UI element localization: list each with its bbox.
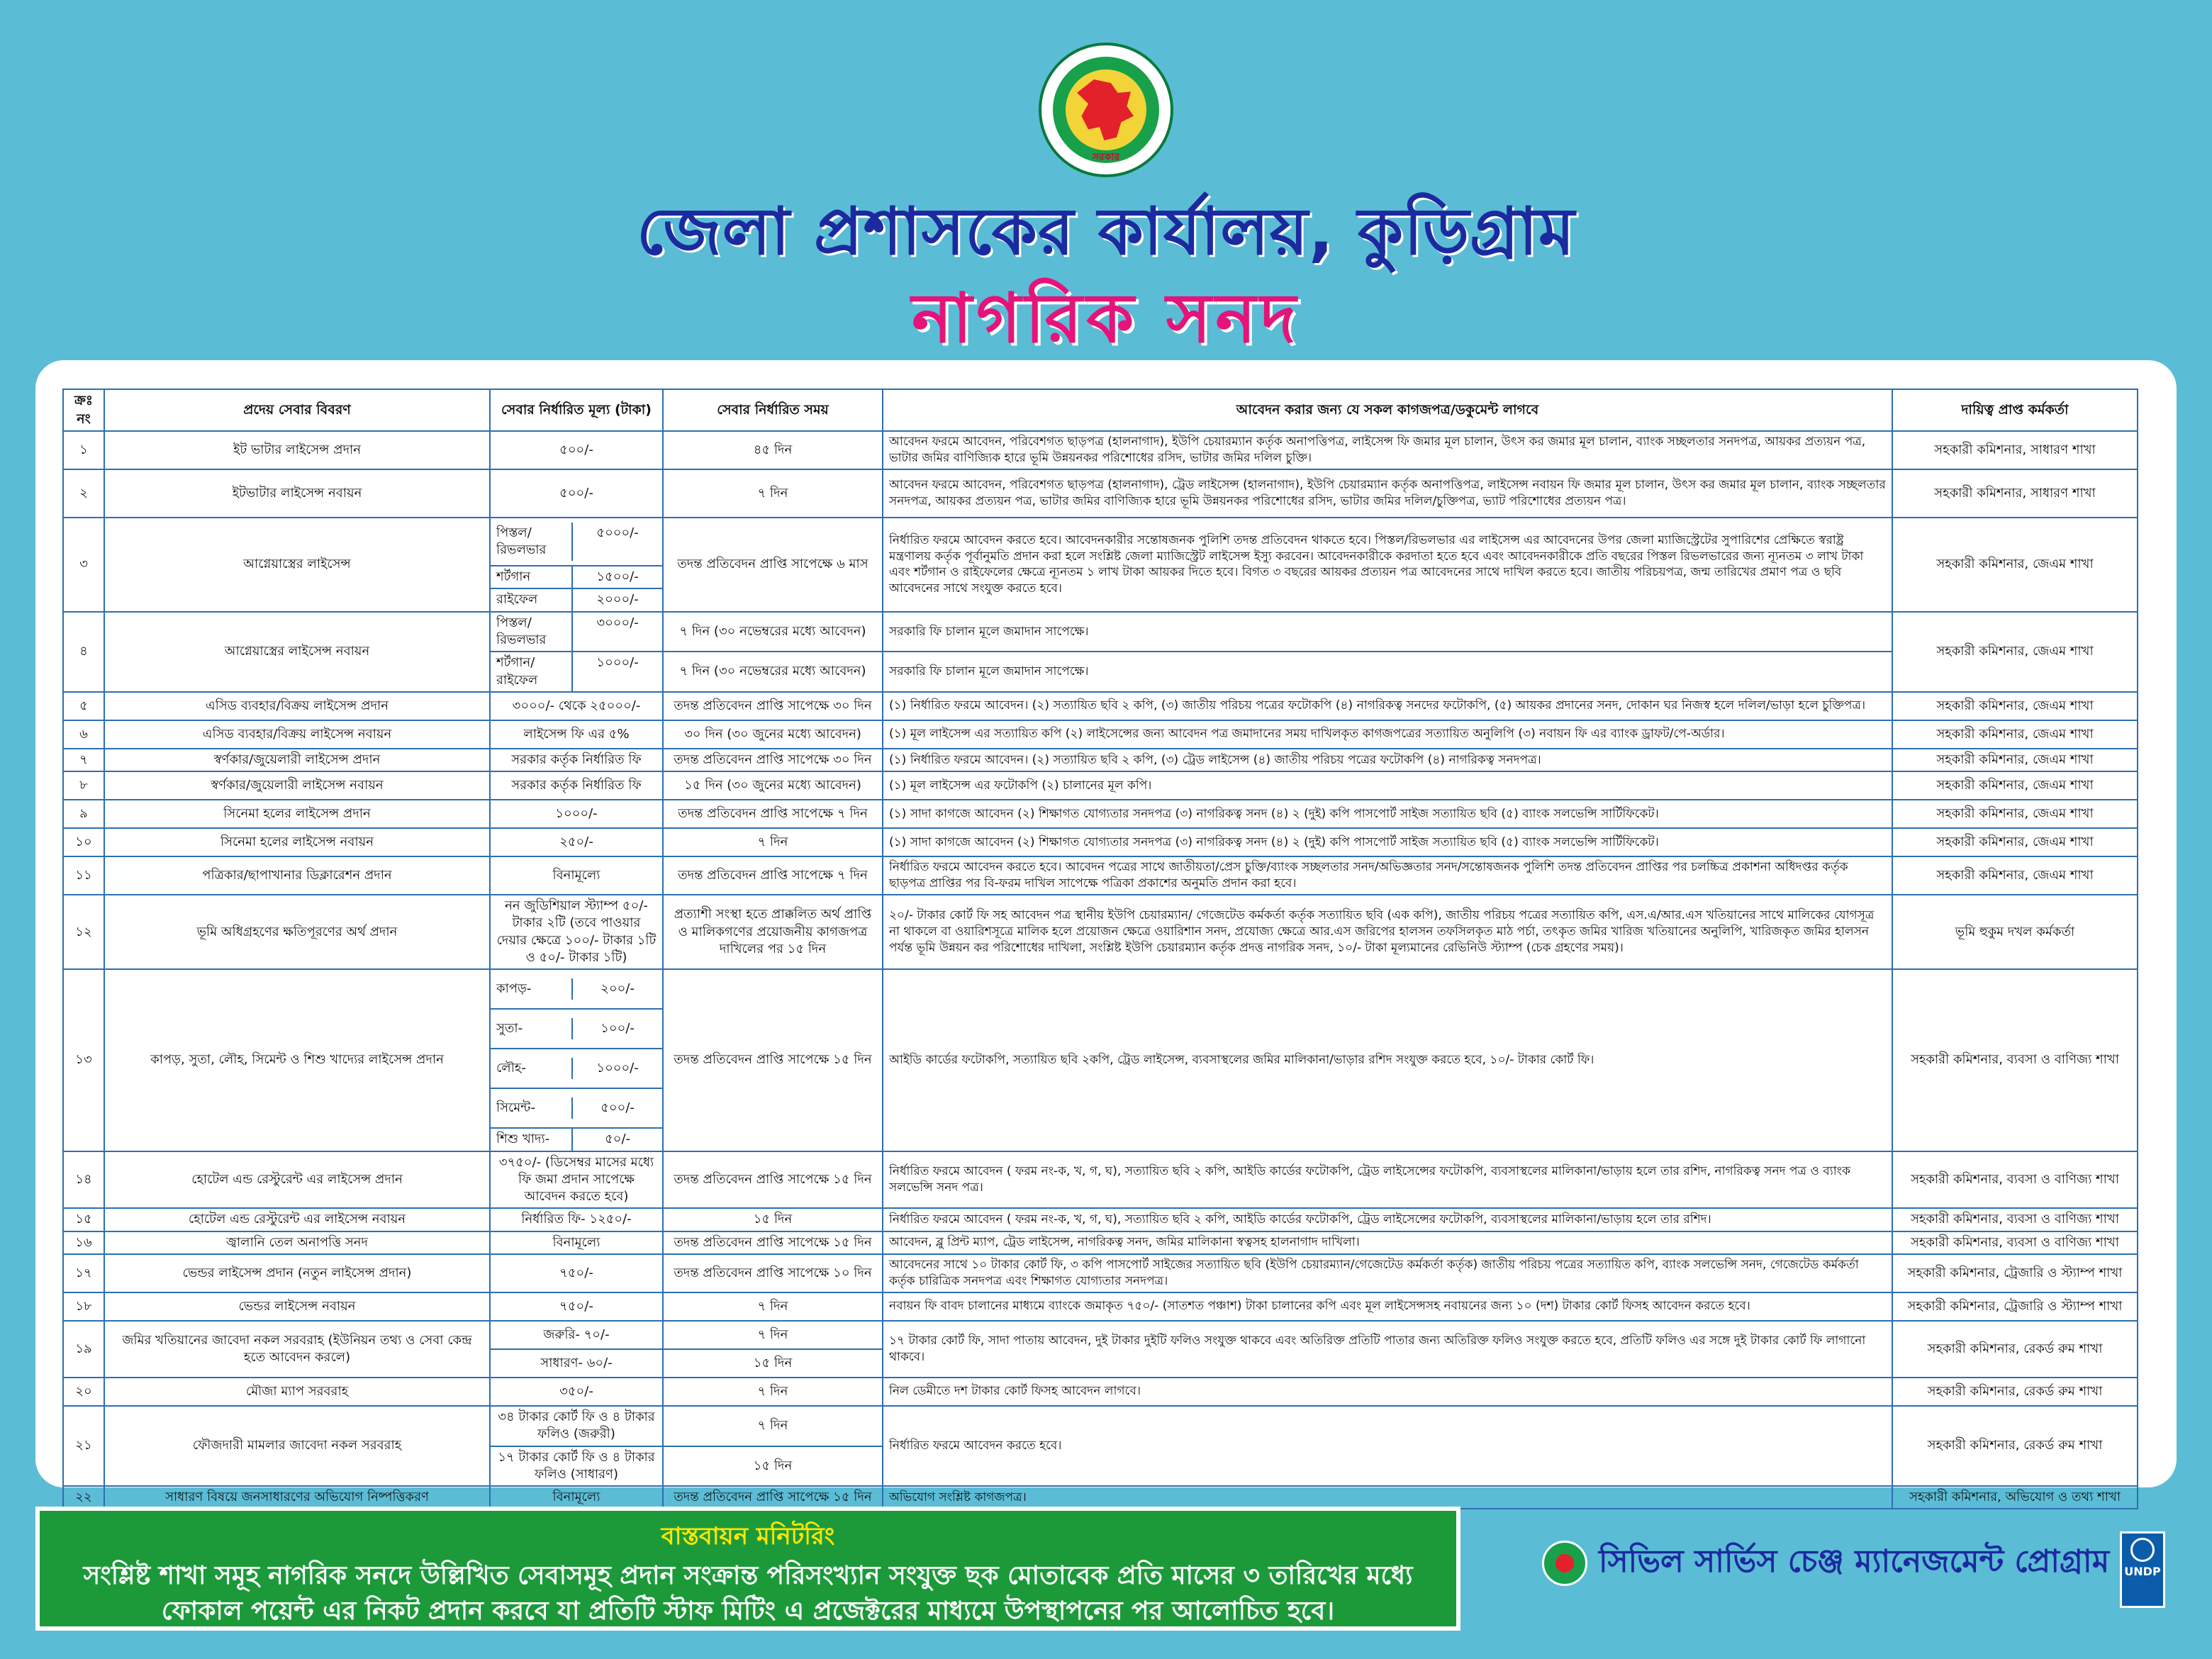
fee-cell: সরকার কর্তৃক নির্ধারিত ফি <box>490 749 663 771</box>
time-cell: ১৫ দিন <box>663 1208 883 1231</box>
service-cell: ফৌজদারী মামলার জাবেদা নকল সরবরাহ <box>104 1406 490 1486</box>
fee-value: ২০০০/- <box>596 592 639 608</box>
time-cell: তদন্ত প্রতিবেদন প্রাপ্তি সাপেক্ষে ৩০ দিন <box>663 749 883 771</box>
documents-cell: আবেদন ফরমে আবেদন, পরিবেশগত ছাড়পত্র (হালনাগাদ), ট্রেড লাইসেন্স (হালনাগাদ), ইউপি চেয়ারম্যান কর্তৃক অনাপত্তিপত্র, লাইসেন্স নবায়ন ফি জমার মূল চালান, উৎস কর জমার মূল চালান, ব্যাংক সচ্ছলতার সনদপত্র, আয়কর প্রত্যয়ন পত্র, ভাটার জমির বাণিজ্যিক হারে ভূমি উন্নয়নকর পরিশোধের রসিদ, ভাটার জমির দলিল/চুক্তিপত্র, ভ্যাট পরিশোধের প্রত্যয়ন পত্র। <box>883 469 1892 518</box>
item-label: সিমেন্ট- <box>491 1097 573 1119</box>
undp-logo <box>2120 1531 2165 1608</box>
service-cell: ইটভাটার লাইসেন্স নবায়ন <box>104 469 490 518</box>
fee-cell: ১০০০/- <box>490 800 663 828</box>
fee-cell: ৩৫০/- <box>490 1378 663 1406</box>
item-label: রাইফেল <box>491 589 573 610</box>
col-serial: ক্রঃ নং <box>63 389 104 431</box>
item-label: লৌহ- <box>491 1058 573 1079</box>
service-cell: এসিড ব্যবহার/বিক্রয় লাইসেন্স প্রদান <box>104 692 490 720</box>
time-cell: তদন্ত প্রতিবেদন প্রাপ্তি সাপেক্ষে ১৫ দিন <box>663 1486 883 1509</box>
documents-cell: সরকারি ফি চালান মূলে জমাদান সাপেক্ষে। <box>883 612 1892 652</box>
table-row <box>63 720 2138 749</box>
time-cell: ৭ দিন <box>663 1378 883 1406</box>
service-cell: ইট ভাটার লাইসেন্স প্রদান <box>104 431 490 469</box>
undp-label: UNDP <box>2124 1565 2161 1578</box>
serial-cell: ৯ <box>63 800 104 828</box>
service-cell: হোটেল এন্ড রেস্টুরেন্ট এর লাইসেন্স প্রদান <box>104 1151 490 1209</box>
documents-cell: (১) সাদা কাগজে আবেদন (২) শিক্ষাগত যোগ্যতার সনদপত্র (৩) নাগরিকত্ব সনদ (৪) ২ (দুই) কপি পাসপোর্ট সাইজ সত্যায়িত ছবি (৫) ব্যাংক সলভেন্সি সার্টিফিকেট। <box>883 828 1892 856</box>
documents-cell: আবেদনের সাথে ১০ টাকার কোর্ট ফি, ৩ কপি পাসপোর্ট সাইজের সত্যায়িত ছবি (ইউপি চেয়ারম্যান/গেজেটেড কর্মকর্তা কর্তৃক) জাতীয় পরিচয় পত্রের সত্যায়িত কপি, ব্যাংক সলভেন্সি সনদ, গেজেটেড কর্মকর্তা কর্তৃক চারিত্রিক সনদপত্র এবং শিক্ষাগত যোগ্যতার সনদপত্র। <box>883 1254 1892 1292</box>
time-cell: ১৫ দিন <box>663 1446 883 1487</box>
serial-cell: ৮ <box>63 771 104 800</box>
time-cell: তদন্ত প্রতিবেদন প্রাপ্তি সাপেক্ষে ১৫ দিন <box>663 1151 883 1209</box>
documents-cell: সরকারি ফি চালান মূলে জমাদান সাপেক্ষে। <box>883 652 1892 692</box>
fee-cell: ৭৫০/- <box>490 1292 663 1321</box>
table-row <box>63 749 2138 771</box>
col-service: প্রদেয় সেবার বিবরণ <box>104 389 490 431</box>
fee-cell <box>490 1009 663 1049</box>
fee-cell: ১৭ টাকার কোর্ট ফি ও ৪ টাকার ফলিও (সাধারণ) <box>490 1446 663 1487</box>
item-label: পিস্তল/রিভলভার <box>491 523 573 562</box>
officer-cell: সহকারী কমিশনার, জেএম শাখা <box>1892 720 2138 749</box>
table-row <box>63 856 2138 895</box>
officer-cell: সহকারী কমিশনার, ট্রেজারি ও স্ট্যাম্প শাখা <box>1892 1292 2138 1321</box>
fee-cell: বিনামূল্যে <box>490 1486 663 1509</box>
time-cell: ৭ দিন <box>663 1292 883 1321</box>
monitoring-heading: বাস্তবায়ন মনিটরিং <box>661 1522 835 1551</box>
service-cell: মৌজা ম্যাপ সরবরাহ <box>104 1378 490 1406</box>
officer-cell: সহকারী কমিশনার, জেএম শাখা <box>1892 771 2138 800</box>
officer-cell: সহকারী কমিশনার, ব্যবসা ও বাণিজ্য শাখা <box>1892 1208 2138 1231</box>
fee-value: ৫০/- <box>605 1132 631 1147</box>
fee-cell <box>490 969 663 1009</box>
serial-cell: ১৬ <box>63 1231 104 1254</box>
documents-cell: (১) মূল লাইসেন্স এর ফটোকপি (২) চালানের মূল কপি। <box>883 771 1892 800</box>
service-cell: আগ্নেয়াস্ত্রের লাইসেন্স <box>104 518 490 612</box>
serial-cell: ১০ <box>63 828 104 856</box>
service-cell: পত্রিকার/ছাপাখানার ডিক্লারেশন প্রদান <box>104 856 490 895</box>
fee-value: ৩০০০/- <box>596 615 639 630</box>
time-cell: ৭ দিন (৩০ নভেম্বরের মধ্যে আবেদন) <box>663 612 883 652</box>
table-row <box>63 431 2138 469</box>
citizen-charter-table <box>62 389 2138 1509</box>
service-cell: সিনেমা হলের লাইসেন্স প্রদান <box>104 800 490 828</box>
serial-cell: ১৮ <box>63 1292 104 1321</box>
fee-cell: লাইসেন্স ফি এর ৫% <box>490 720 663 749</box>
officer-cell: সহকারী কমিশনার, জেএম শাখা <box>1892 800 2138 828</box>
monitoring-box <box>35 1507 1460 1631</box>
fee-cell: ৫০০/- <box>490 431 663 469</box>
officer-cell: সহকারী কমিশনার, ব্যবসা ও বাণিজ্য শাখা <box>1892 1151 2138 1209</box>
fee-cell: ২৫০/- <box>490 828 663 856</box>
serial-cell: ৬ <box>63 720 104 749</box>
time-cell: তদন্ত প্রতিবেদন প্রাপ্তি সাপেক্ষে ৬ মাস <box>663 518 883 612</box>
office-title: জেলা প্রশাসকের কার্যালয়, কুড়িগ্রাম <box>637 194 1575 269</box>
documents-cell: নির্ধারিত ফরমে আবেদন করতে হবে। <box>883 1406 1892 1486</box>
fee-cell <box>490 1049 663 1088</box>
time-cell: ৭ দিন <box>663 828 883 856</box>
serial-cell: ২ <box>63 469 104 518</box>
officer-cell: সহকারী কমিশনার, জেএম শাখা <box>1892 612 2138 692</box>
fee-value: ৫০০/- <box>601 1100 635 1116</box>
service-cell: ভেন্ডর লাইসেন্স নবায়ন <box>104 1292 490 1321</box>
officer-cell: সহকারী কমিশনার, সাধারণ শাখা <box>1892 469 2138 518</box>
col-fee: সেবার নির্ধারিত মূল্য (টাকা) <box>490 389 663 431</box>
table-row <box>63 800 2138 828</box>
service-cell: আগ্নেয়াস্ত্রের লাইসেন্স নবায়ন <box>104 612 490 692</box>
service-cell: ভেন্ডর লাইসেন্স প্রদান (নতুন লাইসেন্স প্রদান) <box>104 1254 490 1292</box>
serial-cell: ১৯ <box>63 1321 104 1378</box>
item-label: পিস্তল/রিভলভার <box>491 613 573 652</box>
table-row <box>63 469 2138 518</box>
time-cell: ৪৫ দিন <box>663 431 883 469</box>
time-cell: তদন্ত প্রতিবেদন প্রাপ্তি সাপেক্ষে ১০ দিন <box>663 1254 883 1292</box>
government-logo-icon <box>1542 1541 1587 1586</box>
fee-cell: ৩৭৫০/- (ডিসেম্বর মাসের মধ্যে ফি জমা প্রদান সাপেক্ষে আবেদন করতে হবে) <box>490 1151 663 1209</box>
table-row <box>63 1378 2138 1406</box>
table-row <box>63 518 2138 566</box>
officer-cell: সহকারী কমিশনার, জেএম শাখা <box>1892 828 2138 856</box>
officer-cell: সহকারী কমিশনার, রেকর্ড রুম শাখা <box>1892 1378 2138 1406</box>
fee-cell: ৭৫০/- <box>490 1254 663 1292</box>
fee-cell: সরকার কর্তৃক নির্ধারিত ফি <box>490 771 663 800</box>
documents-cell: আবেদন ফরমে আবেদন, পরিবেশগত ছাড়পত্র (হালনাগাদ), ইউপি চেয়ারম্যান কর্তৃক অনাপত্তিপত্র, লাইসেন্স ফি জমার মূল চালান, উৎস কর জমার মূল চালান, ব্যাংক সচ্ছলতার সনদপত্র, আয়কর প্রত্যয়ন পত্র, ভাটার জমির বাণিজ্যিক হারে ভূমি উন্নয়নকর পরিশোধের রসিদ, ভাটার জমির দলিল চুক্তি। <box>883 431 1892 469</box>
serial-cell: ২১ <box>63 1406 104 1486</box>
serial-cell: ৫ <box>63 692 104 720</box>
serial-cell: ১২ <box>63 895 104 969</box>
service-cell: হোটেল এন্ড রেস্টুরেন্ট এর লাইসেন্স নবায়ন <box>104 1208 490 1231</box>
fee-cell <box>490 518 663 566</box>
serial-cell: ১ <box>63 431 104 469</box>
fee-cell <box>490 652 663 692</box>
fee-cell <box>490 1088 663 1128</box>
time-cell: প্রত্যাশী সংস্থা হতে প্রাক্কলিত অর্থ প্রাপ্তি ও মালিকগণের প্রয়োজনীয় কাগজপত্র দাখিলের পর ১৫ দিন <box>663 895 883 969</box>
time-cell: তদন্ত প্রতিবেদন প্রাপ্তি সাপেক্ষে ৩০ দিন <box>663 692 883 720</box>
time-cell: ৭ দিন (৩০ নভেম্বরের মধ্যে আবেদন) <box>663 652 883 692</box>
time-cell: ৩০ দিন (৩০ জুনের মধ্যে আবেদন) <box>663 720 883 749</box>
documents-cell: নির্ধারিত ফরমে আবেদন ( ফরম নং-ক, খ, গ, ঘ), সত্যায়িত ছবি ২ কপি, আইডি কার্ডের ফটোকপি, ট্রেড লাইসেন্সের ফটোকপি, ব্যবসাস্থলের মালিকানা/ভাড়ায় হলে তার রশিদ, নাগরিকত্ব সনদ পত্র ও ব্যাংক সলভেন্সি সনদ পত্র। <box>883 1151 1892 1209</box>
table-row <box>63 828 2138 856</box>
table-row <box>63 1486 2138 1509</box>
time-cell: তদন্ত প্রতিবেদন প্রাপ্তি সাপেক্ষে ৭ দিন <box>663 800 883 828</box>
government-seal <box>1039 43 1173 177</box>
fee-value: ১০০০/- <box>596 1061 639 1076</box>
service-cell: সাধারণ বিষয়ে জনসাধারণের অভিযোগ নিষ্পত্তিকরণ <box>104 1486 490 1509</box>
col-officer: দায়িত্ব প্রাপ্ত কর্মকর্তা <box>1892 389 2138 431</box>
item-label: সুতা- <box>491 1018 573 1039</box>
item-label: শিশু খাদ্য- <box>491 1129 573 1150</box>
fee-cell: জরুরি- ৭০/- <box>490 1321 663 1349</box>
documents-cell: ২০/- টাকার কোর্ট ফি সহ আবেদন পত্র স্থানীয় ইউপি চেয়ারম্যান/ গেজেটেড কর্মকর্তা কর্তৃক সত্যায়িত ছবি (এক কপি), জাতীয় পরিচয় পত্রের সত্যায়িত কপি, এস.এ/আর.এস খতিয়ানের সাথে মালিকের যোগসূত্র না থাকলে বা ওয়ারিশসূত্রে মালিক হলে প্রয়োজন ক্ষেত্রে ওয়ারিশান সনদ, প্রযোজ্য ক্ষেত্রে আর.এস জরিপের হালসন তফসিলকৃত মাঠ পর্চা, তৎকৃত জমির খারিজ খতিয়ানের অনুলিপি, খারিজকৃত জমির হালসন পর্যন্ত ভূমি উন্নয়ন কর পরিশোধের দাখিলা, সংশ্লিষ্ট ইউপি চেয়ারম্যান কর্তৃক প্রদত্ত নাগরিক সনদ, ১০/- টাকা মূল্যমানের রেভিনিউ স্ট্যাম্প (চেক গ্রহণের সময়)। <box>883 895 1892 969</box>
table-row <box>63 1406 2138 1446</box>
time-cell: তদন্ত প্রতিবেদন প্রাপ্তি সাপেক্ষে ৭ দিন <box>663 856 883 895</box>
officer-cell: সহকারী কমিশনার, জেএম শাখা <box>1892 856 2138 895</box>
fee-value: ১৫০০/- <box>596 569 639 585</box>
fee-cell: নন জুডিশিয়াল স্ট্যাম্প ৫০/- টাকার ২টি (তবে পাওয়ার দেয়ার ক্ষেত্রে ১০০/- টাকার ১টি ও ৫০/- টাকার ১টি) <box>490 895 663 969</box>
fee-cell: ৩৪ টাকার কোর্ট ফি ও ৪ টাকার ফলিও (জরুরী) <box>490 1406 663 1446</box>
documents-cell: নির্ধারিত ফরমে আবেদন ( ফরম নং-ক, খ, গ, ঘ), সত্যায়িত ছবি ২ কপি, আইডি কার্ডের ফটোকপি, ট্রেড লাইসেন্সের ফটোকপি, ব্যবসাস্থলের মালিকানা/ভাড়ায় হলে তার রশিদ। <box>883 1208 1892 1231</box>
fee-cell <box>490 1128 663 1151</box>
col-documents: আবেদন করার জন্য যে সকল কাগজপত্র/ডকুমেন্ট লাগবে <box>883 389 1892 431</box>
serial-cell: ৩ <box>63 518 104 612</box>
officer-cell: ভূমি হুকুম দখল কর্মকর্তা <box>1892 895 2138 969</box>
table-row <box>63 1151 2138 1209</box>
officer-cell: সহকারী কমিশনার, রেকর্ড রুম শাখা <box>1892 1321 2138 1378</box>
documents-cell: নির্ধারিত ফরমে আবেদন করতে হবে। আবেদন পত্রের সাথে জাতীয়তা/প্রেস চুক্তি/ব্যাংক সচ্ছলতার সনদ/অভিজ্ঞতার সনদ/সন্তোষজনক পুলিশি তদন্ত প্রতিবেদন প্রাপ্তির পর চলচ্চিত্র প্রকাশনা অধিদপ্তর কর্তৃক ছাড়পত্র প্রাপ্তির পর বি-ফরম দাখিল সাপেক্ষে পত্রিকা প্রকাশের অনুমতি প্রদান করা হবে। <box>883 856 1892 895</box>
service-cell: সিনেমা হলের লাইসেন্স নবায়ন <box>104 828 490 856</box>
program-name: সিভিল সার্ভিস চেঞ্জ ম্যানেজমেন্ট প্রোগ্রাম <box>1599 1543 2110 1580</box>
documents-cell: (১) মূল লাইসেন্স এর সত্যায়িত কপি (২) লাইসেন্সের জন্য আবেদন পত্র জমাদানের সময় দাখিলকৃত কাগজপত্রের সত্যায়িত অনুলিপি (৩) নবায়ন ফি এর ব্যাংক ড্রাফট/পে-অর্ডার। <box>883 720 1892 749</box>
undp-globe-icon <box>2130 1538 2155 1562</box>
time-cell: ১৫ দিন <box>663 1349 883 1378</box>
officer-cell: সহকারী কমিশনার, জেএম শাখা <box>1892 518 2138 612</box>
service-cell: এসিড ব্যবহার/বিক্রয় লাইসেন্স নবায়ন <box>104 720 490 749</box>
serial-cell: ১৭ <box>63 1254 104 1292</box>
fee-value: ১০০০/- <box>596 655 639 671</box>
fee-value: ১০০/- <box>601 1021 635 1037</box>
documents-cell: (১) সাদা কাগজে আবেদন (২) শিক্ষাগত যোগ্যতার সনদপত্র (৩) নাগরিকত্ব সনদ (৪) ২ (দুই) কপি পাসপোর্ট সাইজ সত্যায়িত ছবি (৫) ব্যাংক সলভেন্সি সার্টিফিকেট। <box>883 800 1892 828</box>
officer-cell: সহকারী কমিশনার, রেকর্ড রুম শাখা <box>1892 1406 2138 1486</box>
documents-cell: নবায়ন ফি বাবদ চালানের মাধ্যমে ব্যাংকে জমাকৃত ৭৫০/- (সাতশত পঞ্চাশ) টাকা চালানের কপি এবং মূল লাইসেন্সসহ নবায়নের জন্য ১০ (দশ) টাকার কোর্ট ফিসহ আবেদন করতে হবে। <box>883 1292 1892 1321</box>
fee-value: ২০০/- <box>601 981 635 997</box>
table-row <box>63 969 2138 1009</box>
item-label: শর্টগান <box>491 566 573 588</box>
item-label: কাপড়- <box>491 978 573 1000</box>
table-header-row <box>63 389 2138 431</box>
officer-cell: সহকারী কমিশনার, জেএম শাখা <box>1892 749 2138 771</box>
serial-cell: ২২ <box>63 1486 104 1509</box>
fee-cell <box>490 612 663 652</box>
service-cell: জ্বালানি তেল অনাপত্তি সনদ <box>104 1231 490 1254</box>
time-cell: ১৫ দিন (৩০ জুনের মধ্যে আবেদন) <box>663 771 883 800</box>
table-row <box>63 692 2138 720</box>
serial-cell: ৭ <box>63 749 104 771</box>
table-row <box>63 895 2138 969</box>
program-banner <box>1542 1538 2110 1588</box>
fee-cell <box>490 566 663 588</box>
serial-cell: ১৪ <box>63 1151 104 1209</box>
table-body <box>63 431 2138 1509</box>
table-row <box>63 1254 2138 1292</box>
time-cell: ৭ দিন <box>663 1406 883 1446</box>
fee-cell: বিনামূল্যে <box>490 856 663 895</box>
time-cell: তদন্ত প্রতিবেদন প্রাপ্তি সাপেক্ষে ১৫ দিন <box>663 1231 883 1254</box>
seal-label: সরকার <box>1092 152 1120 163</box>
fee-cell: ৩০০০/- থেকে ২৫০০০/- <box>490 692 663 720</box>
documents-cell: নিল ডেমীতে দশ টাকার কোর্ট ফিসহ আবেদন লাগবে। <box>883 1378 1892 1406</box>
officer-cell: সহকারী কমিশনার, অভিযোগ ও তথ্য শাখা <box>1892 1486 2138 1509</box>
table-row <box>63 771 2138 800</box>
officer-cell: সহকারী কমিশনার, সাধারণ শাখা <box>1892 431 2138 469</box>
officer-cell: সহকারী কমিশনার, ট্রেজারি ও স্ট্যাম্প শাখা <box>1892 1254 2138 1292</box>
time-cell: ৭ দিন <box>663 1321 883 1349</box>
fee-cell: বিনামূল্যে <box>490 1231 663 1254</box>
item-label: শর্টগান/ রাইফেল <box>491 652 573 691</box>
documents-cell: ১৭ টাকার কোর্ট ফি, সাদা পাতায় আবেদন, দুই টাকার দুইটি ফলিও সংযুক্ত থাকবে এবং অতিরিক্ত প্রতিটি পাতার জন্য অতিরিক্ত ফলিও সংযুক্ত করতে হবে, প্রতিটি ফলিও এর সঙ্গে দুই টাকার কোর্ট ফি লাগানো থাকবে। <box>883 1321 1892 1378</box>
table-row <box>63 612 2138 652</box>
table-row <box>63 1321 2138 1349</box>
documents-cell: আইডি কার্ডের ফটোকপি, সত্যায়িত ছবি ২কপি, ট্রেড লাইসেন্স, ব্যবসাস্থলের জমির মালিকানা/ভাড়ার রশিদ সংযুক্ত করতে হবে, ১০/- টাকার কোর্ট ফি। <box>883 969 1892 1151</box>
time-cell: ৭ দিন <box>663 469 883 518</box>
table-row <box>63 1208 2138 1231</box>
fee-cell: ৫০০/- <box>490 469 663 518</box>
documents-cell: অভিযোগ সংশ্লিষ্ট কাগজপত্র। <box>883 1486 1892 1509</box>
serial-cell: ২০ <box>63 1378 104 1406</box>
documents-cell: (১) নির্ধারিত ফরমে আবেদন। (২) সত্যায়িত ছবি ২ কপি, (৩) জাতীয় পরিচয় পত্রের ফটোকপি (৪) নাগরিকত্ব সনদের ফটোকপি, (৫) আয়কর প্রদানের সনদ, দোকান ঘর নিজস্ব হলে দলিল/ভাড়া হলে চুক্তিপত্র। <box>883 692 1892 720</box>
fee-cell: নির্ধারিত ফি- ১২৫০/- <box>490 1208 663 1231</box>
serial-cell: ১১ <box>63 856 104 895</box>
documents-cell: আবেদন, ব্লু প্রিন্ট ম্যাপ, ট্রেড লাইসেন্স, নাগরিকত্ব সনদ, জমির মালিকানা স্বত্বসহ হালনাগাদ দাখিলা। <box>883 1231 1892 1254</box>
fee-value: ৫০০০/- <box>596 525 639 540</box>
monitoring-text: সংশ্লিষ্ট শাখা সমূহ নাগরিক সনদে উল্লিখিত সেবাসমূহ প্রদান সংক্রান্ত পরিসংখ্যান সংযুক্ত ছক মোতাবেক প্রতি মাসের ৩ তারিখের মধ্যে ফোকাল পয়েন্ট এর নিকট প্রদান করবে যা প্রতিটি স্টাফ মিটিং এ প্রজেক্টরের মাধ্যমে উপস্থাপনের পর আলোচিত হবে। <box>83 1561 1413 1626</box>
serial-cell: ৪ <box>63 612 104 692</box>
officer-cell: সহকারী কমিশনার, ব্যবসা ও বাণিজ্য শাখা <box>1892 969 2138 1151</box>
service-cell: ভূমি অধিগ্রহণের ক্ষতিপূরণের অর্থ প্রদান <box>104 895 490 969</box>
table-row <box>63 1292 2138 1321</box>
serial-cell: ১৫ <box>63 1208 104 1231</box>
time-cell: তদন্ত প্রতিবেদন প্রাপ্তি সাপেক্ষে ১৫ দিন <box>663 969 883 1151</box>
table-row <box>63 1231 2138 1254</box>
fee-cell: সাধারণ- ৬০/- <box>490 1349 663 1378</box>
col-time: সেবার নির্ধারিত সময় <box>663 389 883 431</box>
fee-cell <box>490 588 663 611</box>
serial-cell: ১৩ <box>63 969 104 1151</box>
charter-title: নাগরিক সনদ <box>911 279 1301 358</box>
officer-cell: সহকারী কমিশনার, ব্যবসা ও বাণিজ্য শাখা <box>1892 1231 2138 1254</box>
officer-cell: সহকারী কমিশনার, জেএম শাখা <box>1892 692 2138 720</box>
service-cell: স্বর্ণকার/জুয়েলারী লাইসেন্স প্রদান <box>104 749 490 771</box>
service-cell: স্বর্ণকার/জুয়েলারী লাইসেন্স নবায়ন <box>104 771 490 800</box>
documents-cell: (১) নির্ধারিত ফরমে আবেদন। (২) সত্যায়িত ছবি ২ কপি, (৩) ট্রেড লাইসেন্স (৪) জাতীয় পরিচয় পত্রের ফটোকপি (৪) নাগরিকত্ব সনদপত্র। <box>883 749 1892 771</box>
documents-cell: নির্ধারিত ফরমে আবেদন করতে হবে। আবেদনকারীর সন্তোষজনক পুলিশি তদন্ত প্রতিবেদন থাকতে হবে। পিস্তল/রিভলভার এর লাইসেন্স এর আবেদনের উপর জেলা ম্যাজিস্ট্রেটের সুপারিশের প্রেক্ষিতে স্বরাষ্ট্র মন্ত্রণালয় কর্তৃক পূর্বানুমতি প্রদান করা হলে সংশ্লিষ্ট জেলা ম্যাজিস্ট্রেট লাইসেন্স ইস্যু করবেন। আবেদনকারীকে করদাতা হতে হবে এবং আবেদনকারীকে প্রতি বছরের পিস্তল রিভলভারের জন্য ন্যূনতম ৩ লাখ টাকা এবং শর্টগান ও রাইফেলের ক্ষেত্রে ন্যূনতম ১ লাখ টাকা আয়কর দিতে হবে। বিগত ৩ বছরের আয়কর প্রত্যয়ন পত্র আবেদনের সাথে দাখিল করতে হবে। জাতীয় পরিচয়পত্র, জন্ম তারিখের প্রমাণ পত্র ও ছবি আবেদনের সাথে সংযুক্ত করতে হবে। <box>883 518 1892 612</box>
service-cell: জমির খতিয়ানের জাবেদা নকল সরবরাহ (ইউনিয়ন তথ্য ও সেবা কেন্দ্র হতে আবেদন করলে) <box>104 1321 490 1378</box>
service-cell: কাপড়, সুতা, লৌহ, সিমেন্ট ও শিশু খাদ্যের লাইসেন্স প্রদান <box>104 969 490 1151</box>
